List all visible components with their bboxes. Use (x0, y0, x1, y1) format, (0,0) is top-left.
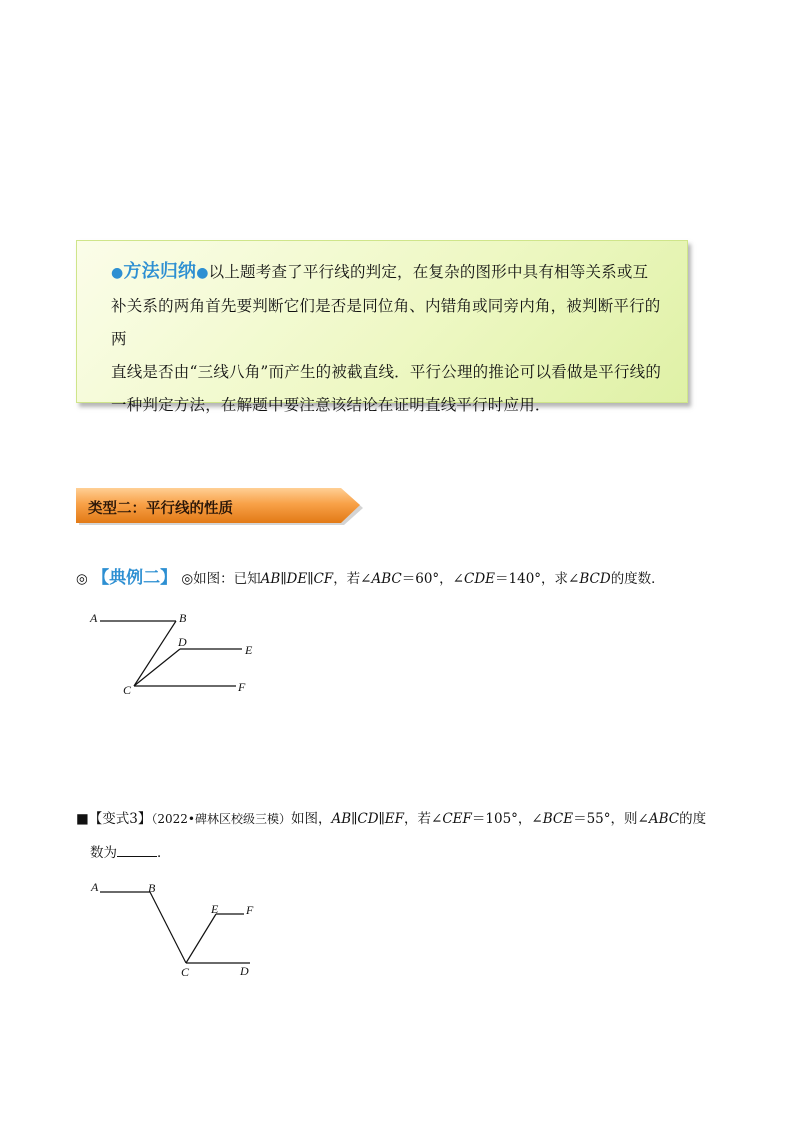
blue-dot-icon: ● (111, 265, 124, 281)
example2-badge: 【典例二】 (92, 568, 178, 588)
variant3-text: 数为 (90, 845, 117, 861)
variant3-label: 【变式3】 (88, 811, 152, 827)
line-ce (186, 914, 216, 963)
point-d-label: D (178, 635, 187, 649)
line-cd (134, 649, 180, 686)
section-title: 类型二：平行线的性质 (88, 501, 233, 517)
example2-angle-cde: CDE (464, 571, 496, 587)
example2-angle-abc: ABC (371, 571, 402, 587)
point-c-label: C (181, 965, 190, 979)
summary-line-2: 补关系的两角首先要判断它们是否是同位角、内错角或同旁内角，被判断平行的两 (111, 297, 661, 348)
variant3-statement-line2 (90, 841, 171, 861)
variant3-text: ＝105°，∠ (471, 811, 543, 827)
variant3-text: 的度 (679, 811, 707, 827)
variant3-text: ． (157, 845, 171, 861)
variant3-source: （2022•碑林区校级三模） (151, 812, 291, 826)
line-bc (134, 621, 176, 686)
line-bc (150, 892, 186, 963)
example2-text: 的度数． (610, 571, 665, 587)
summary-paragraph (111, 255, 675, 422)
example2-angle-bcd: BCD (579, 571, 611, 587)
point-b-label: B (179, 611, 187, 625)
example2-parallel: AB∥DE∥CF (260, 571, 334, 587)
method-summary-tag: 方法归纳 (123, 261, 197, 282)
section-banner (76, 487, 364, 528)
variant3-statement (76, 807, 706, 827)
variant3-figure (82, 872, 272, 982)
example2-figure (82, 604, 272, 704)
point-c-label: C (123, 683, 132, 697)
answer-blank[interactable] (117, 844, 157, 857)
method-summary-box (76, 240, 688, 414)
square-bullet-icon: ■ (76, 811, 89, 827)
point-d-label: D (240, 964, 249, 978)
variant3-text: ＝55°，则∠ (573, 811, 649, 827)
example2-statement (76, 563, 665, 588)
blue-dot-icon: ● (196, 265, 209, 281)
point-a-label: A (90, 611, 98, 625)
bullet-icon: ◎ (76, 571, 88, 587)
point-b-label: B (148, 881, 156, 895)
variant3-parallel: AB∥CD∥EF (331, 811, 405, 827)
variant3-text: ，若∠ (404, 811, 443, 827)
point-e-label: E (245, 643, 253, 657)
summary-line-1: 以上题考查了平行线的判定，在复杂的图形中具有相等关系或互 (208, 263, 649, 281)
variant3-angle-abc: ABC (648, 811, 680, 827)
example2-text: ＝60°，∠ (401, 571, 464, 587)
variant3-angle-bce: BCE (542, 811, 574, 827)
example2-text: 如图：已知 (193, 571, 261, 587)
point-f-label: F (246, 903, 254, 917)
summary-line-3: 直线是否由“三线八角”而产生的被截直线．平行公理的推论可以看做是平行线的 (111, 363, 662, 381)
variant3-text: 如图， (290, 811, 332, 827)
point-f-label: F (238, 680, 246, 694)
example2-text: ＝140°，求∠ (495, 571, 580, 587)
example2-text: ，若∠ (333, 571, 372, 587)
summary-line-4: 一种判定方法，在解题中要注意该结论在证明直线平行时应用． (111, 396, 551, 414)
circle-mark-icon: ◎ (181, 571, 194, 587)
point-e-label: E (211, 902, 219, 916)
point-a-label: A (91, 880, 99, 894)
variant3-angle-cef: CEF (442, 811, 472, 827)
